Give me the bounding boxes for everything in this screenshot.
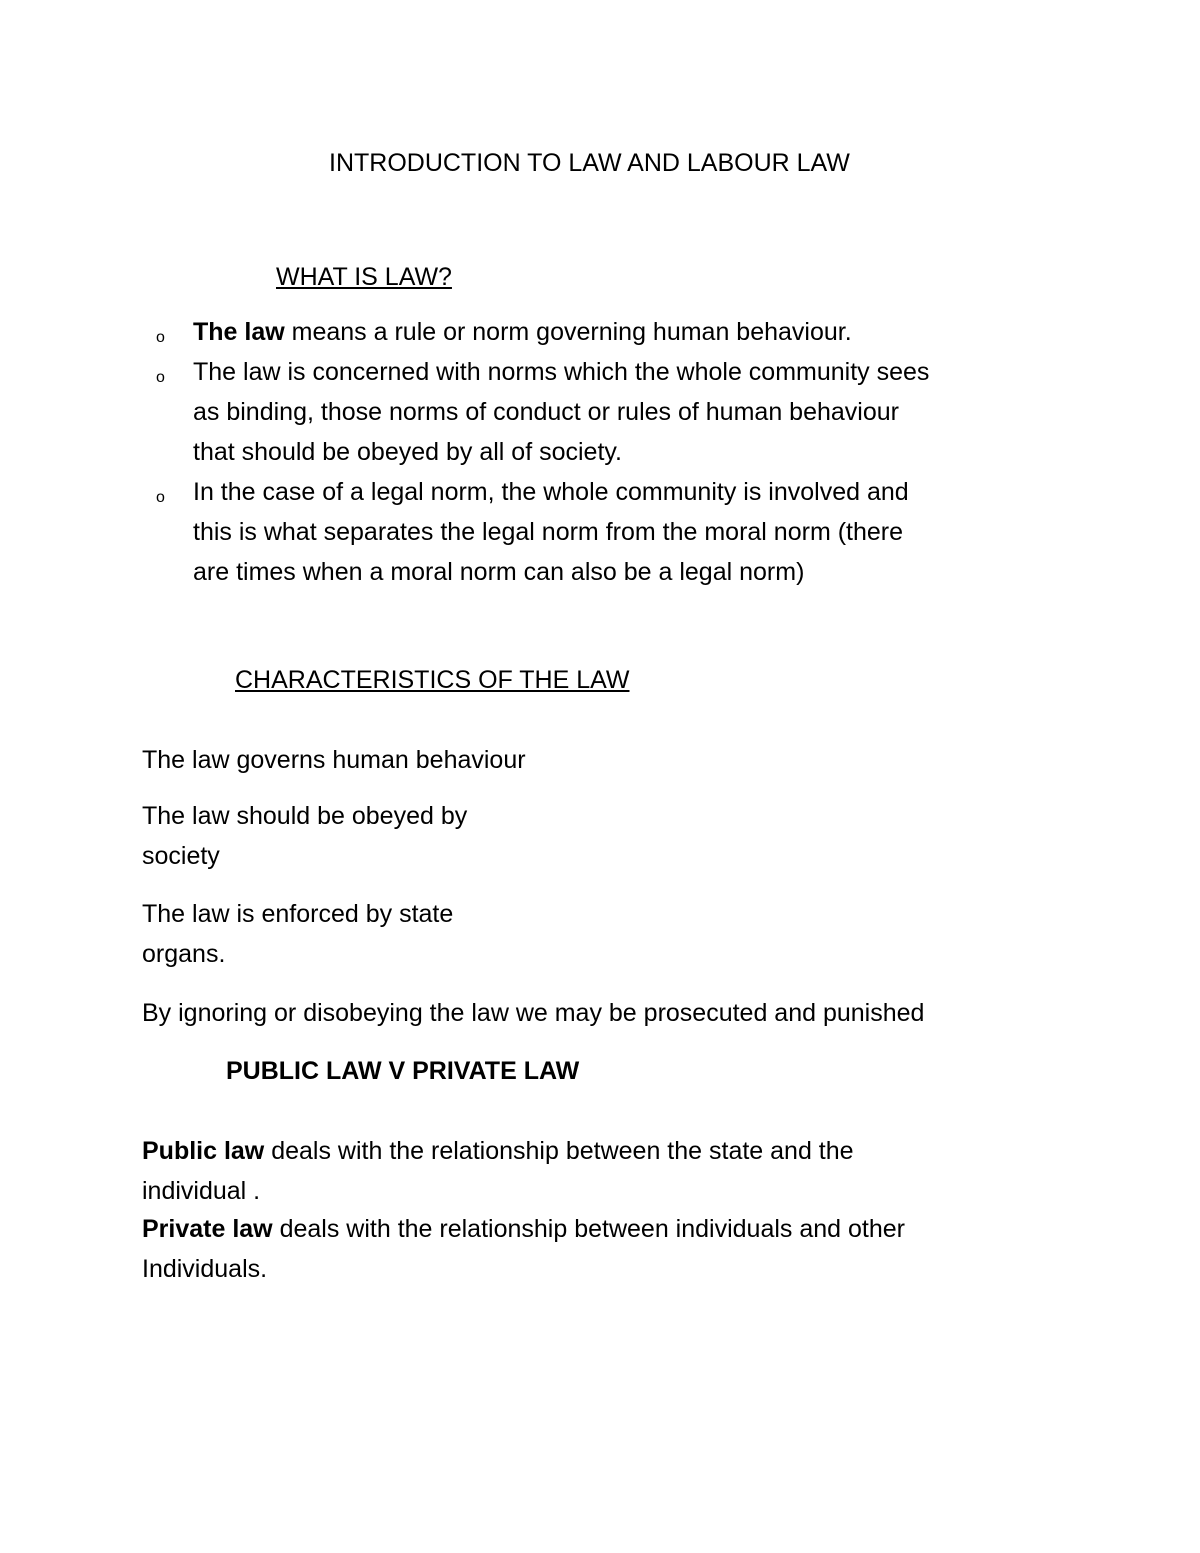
characteristic-item <box>142 740 526 780</box>
bullet-icon: o <box>156 489 165 506</box>
bullet-text: In the case of a legal norm, the whole community is involved and <box>193 478 909 506</box>
bullet-text: means a rule or norm governing human behaviour. <box>284 318 852 346</box>
paragraph-text: deals with the relationship between the state and the <box>264 1137 854 1165</box>
paragraph-text: Individuals. <box>142 1255 268 1283</box>
characteristic-text: society <box>142 842 220 870</box>
bold-term: The law <box>193 318 285 346</box>
characteristic-text: The law is enforced by state <box>142 900 454 928</box>
bullet-text: that should be obeyed by all of society. <box>193 438 622 466</box>
characteristic-text: organs. <box>142 940 226 968</box>
paragraph-text: individual . <box>142 1177 261 1205</box>
heading-public-private: PUBLIC LAW V PRIVATE LAW <box>226 1057 580 1085</box>
paragraph-text: deals with the relationship between individuals and other <box>272 1215 905 1243</box>
list-item <box>156 352 1056 472</box>
characteristic-item <box>142 796 467 876</box>
characteristic-text: The law should be obeyed by <box>142 802 468 830</box>
bullet-text: as binding, those norms of conduct or rules of human behaviour <box>193 398 899 426</box>
what-is-law-list <box>156 312 1056 592</box>
characteristic-item <box>142 993 924 1033</box>
bullet-text: are times when a moral norm can also be a legal norm) <box>193 558 805 586</box>
heading-characteristics: CHARACTERISTICS OF THE LAW <box>235 666 630 694</box>
characteristic-text: By ignoring or disobeying the law we may be prosecuted and punished <box>142 999 925 1027</box>
bullet-text: this is what separates the legal norm from the moral norm (there <box>193 518 904 546</box>
bullet-text: The law is concerned with norms which the whole community sees <box>193 358 930 386</box>
characteristic-item <box>142 894 453 974</box>
list-item <box>156 472 1056 592</box>
private-law-paragraph <box>142 1209 905 1289</box>
public-law-paragraph <box>142 1131 854 1211</box>
bullet-icon: o <box>156 329 165 346</box>
characteristic-text: The law governs human behaviour <box>142 746 526 774</box>
bullet-icon: o <box>156 369 165 386</box>
bold-term: Private law <box>142 1215 273 1243</box>
heading-what-is-law: WHAT IS LAW? <box>276 263 452 291</box>
bold-term: Public law <box>142 1137 265 1165</box>
list-item <box>156 312 1056 352</box>
document-title: INTRODUCTION TO LAW AND LABOUR LAW <box>329 149 850 177</box>
